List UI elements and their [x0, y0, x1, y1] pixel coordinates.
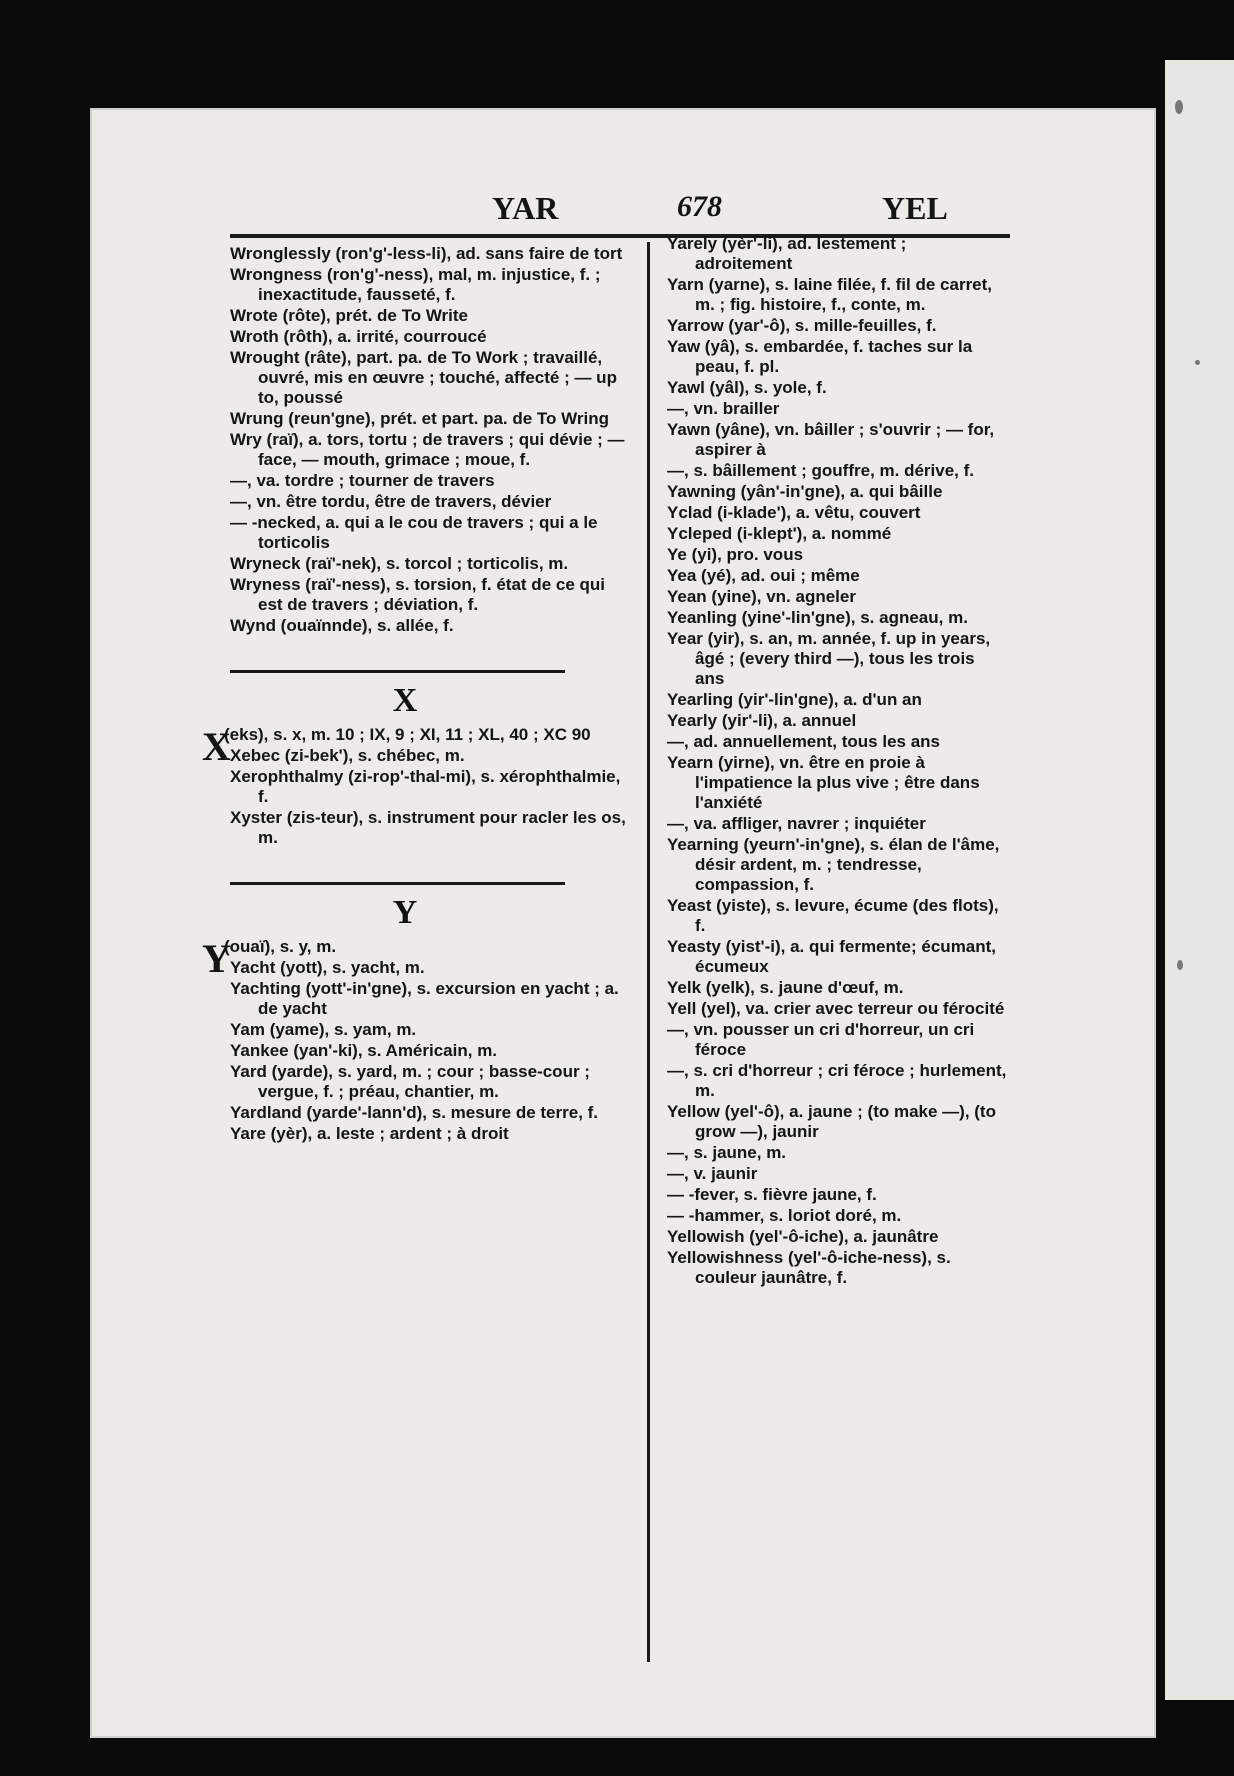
- dictionary-entry: Wroth (rôth), a. irrité, courroucé: [230, 327, 487, 346]
- dictionary-entry: Yean (yine), vn. agneler: [667, 587, 856, 606]
- dropcap-x: X: [202, 724, 231, 769]
- dictionary-entry: Wrote (rôte), prét. de To Write: [230, 306, 469, 325]
- dictionary-entry: Xerophthalmy (zi-rop'-thal-mi), s. xérophthalmie, f.: [230, 767, 621, 806]
- dictionary-entry: Yard (yarde), s. yard, m. ; cour ; basse-cour ; vergue, f. ; préau, chantier, m.: [230, 1062, 590, 1101]
- dictionary-entry: Ycleped (i-klept'), a. nommé: [667, 524, 892, 543]
- dictionary-entry: Yacht (yott), s. yacht, m.: [230, 958, 425, 977]
- dictionary-entry: Wynd (ouaïnnde), s. allée, f.: [230, 616, 454, 635]
- dictionary-entry: Xebec (zi-bek'), s. chébec, m.: [230, 746, 465, 765]
- dictionary-entry: Yaw (yâ), s. embardée, f. taches sur la peau, f. pl.: [667, 337, 973, 376]
- dictionary-entry: Yardland (yarde'-lann'd), s. mesure de terre, f.: [230, 1103, 599, 1122]
- dictionary-entry: Year (yir), s. an, m. année, f. up in years, âgé ; (every third —), tous les trois ans: [667, 629, 991, 688]
- dictionary-entry: Yare (yèr), a. leste ; ardent ; à droit: [230, 1124, 509, 1143]
- dictionary-entry: Ye (yi), pro. vous: [667, 545, 804, 564]
- dictionary-entry: Yelk (yelk), s. jaune d'œuf, m.: [667, 978, 904, 997]
- dictionary-entry: Yarrow (yar'-ô), s. mille-feuilles, f.: [667, 316, 937, 335]
- dictionary-entry: —, vn. pousser un cri d'horreur, un cri féroce: [667, 1020, 975, 1059]
- right-guide-word: YEL: [882, 190, 948, 226]
- dictionary-entry: —, s. jaune, m.: [667, 1143, 787, 1162]
- dictionary-entry: Yarn (yarne), s. laine filée, f. fil de carret, m. ; fig. histoire, f., conte, m.: [667, 275, 993, 314]
- dictionary-entry: Wrought (râte), part. pa. de To Work ; travaillé, ouvré, mis en œuvre ; touché, affecté ; — up to, poussé: [230, 348, 617, 407]
- dictionary-entry: Yellow (yel'-ô), a. jaune ; (to make —), (to grow —), jaunir: [667, 1102, 996, 1141]
- dictionary-entry: Yeanling (yine'-lin'gne), s. agneau, m.: [667, 608, 968, 627]
- dictionary-entry: —, ad. annuellement, tous les ans: [667, 732, 941, 751]
- dictionary-entry: Yeast (yiste), s. levure, écume (des flots), f.: [667, 896, 999, 935]
- y-entry-list: [230, 958, 630, 1144]
- dictionary-entry: Yellowishness (yel'-ô-iche-ness), s. couleur jaunâtre, f.: [667, 1248, 951, 1287]
- dictionary-entry: —, vn. être tordu, être de travers, dévier: [230, 492, 552, 511]
- dictionary-entry: —, va. tordre ; tourner de travers: [230, 471, 495, 490]
- right-entry-list: [667, 234, 1007, 1288]
- column-divider: [647, 242, 650, 1662]
- dictionary-entry: Wryness (raï'-ness), s. torsion, f. état de ce qui est de travers ; déviation, f.: [230, 575, 605, 614]
- dictionary-entry: Yawning (yân'-in'gne), a. qui bâille: [667, 482, 943, 501]
- dictionary-entry: —, va. affliger, navrer ; inquiéter: [667, 814, 926, 833]
- entry-text: (ouaï), s. y, m.: [224, 937, 337, 956]
- dictionary-entry: Yea (yé), ad. oui ; même: [667, 566, 860, 585]
- left-guide-word: YAR: [492, 190, 559, 226]
- dictionary-entry: Yearly (yir'-li), a. annuel: [667, 711, 857, 730]
- scan-speck: [1175, 100, 1183, 114]
- x-entry-list: [230, 746, 630, 848]
- dictionary-entry: Wronglessly (ron'g'-less-li), ad. sans faire de tort: [230, 244, 623, 263]
- dictionary-entry: Wrung (reun'gne), prét. et part. pa. de To Wring: [230, 409, 609, 428]
- dictionary-entry: — -fever, s. fièvre jaune, f.: [667, 1185, 877, 1204]
- dictionary-entry: —, s. bâillement ; gouffre, m. dérive, f.: [667, 461, 975, 480]
- right-column: [667, 234, 1007, 1289]
- dictionary-entry: Yearn (yirne), vn. être en proie à l'impatience la plus vive ; être dans l'anxiété: [667, 753, 980, 812]
- dropcap-y: Y: [202, 936, 231, 981]
- dictionary-entry: Wry (raï), a. tors, tortu ; de travers ; qui dévie ; — face, — mouth, grimace ; moue, f.: [230, 430, 625, 469]
- dictionary-entry: Yearling (yir'-lin'gne), a. d'un an: [667, 690, 922, 709]
- dictionary-entry: —, v. jaunir: [667, 1164, 758, 1183]
- dictionary-entry: Yawl (yâl), s. yole, f.: [667, 378, 827, 397]
- dictionary-entry: Yell (yel), va. crier avec terreur ou férocité: [667, 999, 1005, 1018]
- left-entry-list: [230, 244, 630, 636]
- page-header: [242, 190, 1022, 230]
- dictionary-page: [92, 110, 1154, 1736]
- dictionary-entry: Yarely (yèr'-li), ad. lestement ; adroitement: [667, 234, 907, 273]
- section-heading-y: Y: [392, 894, 418, 931]
- dictionary-entry: Wrongness (ron'g'-ness), mal, m. injustice, f. ; inexactitude, fausseté, f.: [230, 265, 601, 304]
- section-rule: [230, 882, 565, 885]
- section-rule: [230, 670, 565, 673]
- page-number: 678: [677, 190, 722, 223]
- dictionary-entry: Wryneck (raï'-nek), s. torcol ; torticolis, m.: [230, 554, 569, 573]
- dictionary-entry: Yellowish (yel'-ô-iche), a. jaunâtre: [667, 1227, 939, 1246]
- dictionary-entry: —, s. cri d'horreur ; cri féroce ; hurlement, m.: [667, 1061, 1007, 1100]
- dictionary-entry: Yeasty (yist'-i), a. qui fermente; écumant, écumeux: [667, 937, 997, 976]
- dictionary-entry: Xyster (zis-teur), s. instrument pour racler les os, m.: [230, 808, 626, 847]
- dictionary-entry: Yawn (yâne), vn. bâiller ; s'ouvrir ; — for, aspirer à: [667, 420, 995, 459]
- dictionary-entry: Yam (yame), s. yam, m.: [230, 1020, 417, 1039]
- dictionary-entry: Yachting (yott'-in'gne), s. excursion en yacht ; a. de yacht: [230, 979, 619, 1018]
- dictionary-entry: —, vn. brailler: [667, 399, 780, 418]
- entry-text: (eks), s. x, m. 10 ; IX, 9 ; XI, 11 ; XL, 40 ; XC 90: [224, 725, 591, 744]
- adjacent-page-edge: [1165, 60, 1234, 1700]
- scan-speck: [1195, 360, 1200, 365]
- dictionary-entry: Yankee (yan'-ki), s. Américain, m.: [230, 1041, 498, 1060]
- left-column: [202, 244, 630, 1145]
- dictionary-entry: Yearning (yeurn'-in'gne), s. élan de l'âme, désir ardent, m. ; tendresse, compassion, f.: [667, 835, 1000, 894]
- dictionary-entry: — -necked, a. qui a le cou de travers ; qui a le torticolis: [230, 513, 598, 552]
- scan-speck: [1177, 960, 1183, 970]
- section-heading-x: X: [392, 682, 418, 719]
- dictionary-entry: — -hammer, s. loriot doré, m.: [667, 1206, 902, 1225]
- dictionary-entry: Yclad (i-klade'), a. vêtu, couvert: [667, 503, 921, 522]
